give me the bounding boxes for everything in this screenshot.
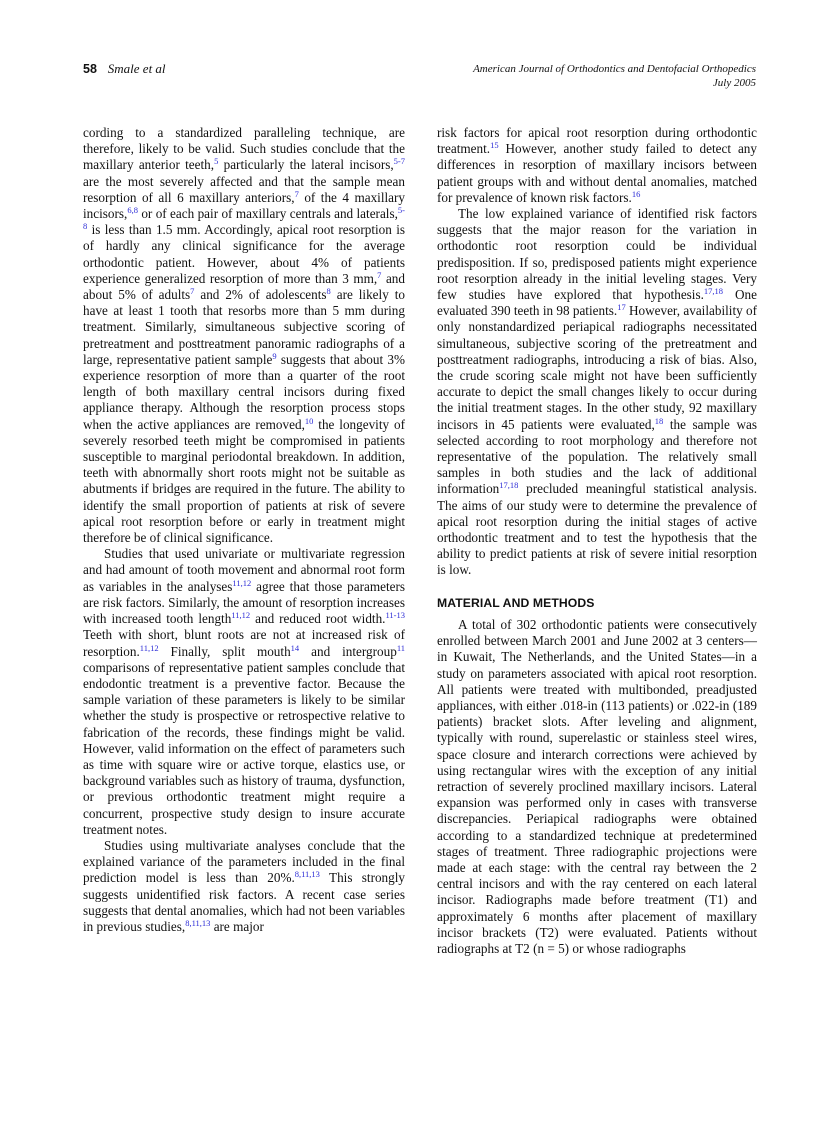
reference-link[interactable]: 9 <box>272 350 277 361</box>
reference-link[interactable]: 11,12 <box>232 577 252 588</box>
paragraph: The low explained variance of identified risk factors suggests that the major reason for the variation in orthodontic root resorption could be individual predisposition. If so, predisposed patients might experience root resorption already in the initial leveling stages. Very few studies have explored that hypothesis.$^{17,18}$ One evaluated 390 teeth in 98 patients.$^{17}$ However, availability of only nonstandardized periapical radiographs necessitated simultaneous, subjective scoring of the pretreatment and posttreatment radiographs, introducing a risk of bias. Also, the crude scoring scale might not have been sufficiently accurate to depict the small changes likely to occur during the initial treatment stages. In the other study, 92 maxillary incisors in 45 patients were evaluated,$^{18}$ the sample was selected according to root morphology and therefore not representative of the population. The relatively small samples in both studies and the lack of additional information$^{17,18}$ precluded meaningful statistical analysis. The aims of our study were to determine the prevalence of apical root resorption during the initial stages of active orthodontic treatment and to test the hypothesis that the ability to predict patients at risk of severe initial resorption is low. <box>437 206 757 578</box>
paragraph: Studies using multivariate analyses conclude that the explained variance of the parameters included in the final prediction model is less than 20%.$^{8,11,13}$ This strongly suggests unidentified risk factors. A recent case series suggests that dental anomalies, which had not been variables in previous studies,$^{8,11,13}$ are major <box>83 837 405 934</box>
reference-link[interactable]: 18 <box>654 415 664 426</box>
reference-link[interactable]: 8,11,13 <box>294 869 320 880</box>
section-heading-methods: MATERIAL AND METHODS <box>437 595 595 610</box>
paragraph: risk factors for apical root resorption during orthodontic treatment.$^{15}$ However, another study failed to detect any differences in resorption of maxillary incisors between patient groups with and without dental anomalies, matched for prevalence of known risk factors.$^{16}$ <box>437 125 757 205</box>
right-paragraphs-methods <box>437 617 757 957</box>
issue-date: July 2005 <box>712 77 756 89</box>
page-number: 58 <box>83 62 97 76</box>
running-head <box>83 61 756 95</box>
right-paragraphs-intro <box>437 125 757 579</box>
reference-link[interactable]: 7 <box>294 188 299 199</box>
running-head-left <box>83 61 166 77</box>
reference-link[interactable]: 5-7 <box>393 156 405 167</box>
reference-link[interactable]: 7 <box>190 286 195 297</box>
running-head-right <box>473 62 756 90</box>
reference-link[interactable]: 17,18 <box>499 480 519 491</box>
left-paragraphs <box>83 125 405 935</box>
reference-link[interactable]: 11,12 <box>139 642 159 653</box>
right-column <box>437 125 757 957</box>
reference-link[interactable]: 17,18 <box>703 286 724 297</box>
reference-link[interactable]: 5 <box>214 156 219 167</box>
reference-link[interactable]: 11 <box>396 642 405 653</box>
reference-link[interactable]: 7 <box>377 269 382 280</box>
reference-link[interactable]: 10 <box>304 415 314 426</box>
running-head-authors: Smale et al <box>107 61 166 76</box>
reference-link[interactable]: 6,8 <box>127 205 138 216</box>
journal-title: American Journal of Orthodontics and Dentofacial Orthopedics <box>473 63 756 75</box>
reference-link[interactable]: 17 <box>617 302 626 313</box>
reference-link[interactable]: 15 <box>490 140 499 151</box>
reference-link[interactable]: 8 <box>326 286 331 297</box>
paragraph: cording to a standardized paralleling technique, are therefore, likely to be valid. Such studies conclude that the maxillary anterior teeth,$^5$ particularly the lateral incisors,$^{5-7}$ are the most severely affected and that the sample mean resorption of all 6 maxillary anteriors,$^7$ of the 4 maxillary incisors,$^{6,8}$ or of each pair of maxillary centrals and laterals,$^{5-8}$ is less than 1.5 mm. Accordingly, apical root resorption is of hardly any clinical significance for the average orthodontic patient. However, about 4% of patients experience generalized resorption of more than 3 mm,$^7$ and about 5% of adults$^7$ and 2% of adolescents$^8$ are likely to have at least 1 tooth that resorbs more than 5 mm during treatment. Similarly, simultaneous subjective scoring of pretreatment and posttreatment panoramic radiographs of a large, representative patient sample$^9$ suggests that about 3% experience resorption of more than a quarter of the root length of both maxillary central incisors during fixed appliance therapy. Although the resorption process stops when the active appliances are removed,$^{10}$ the longevity of severely resorbed teeth might be compromised in patients susceptible to marginal periodontal breakdown. In addition, teeth with abnormally short roots might not be suitable as abutments if bridges are required in the future. The ability to identify the small proportion of patients at risk of severe apical root resorption before or early in treatment might therefore be of clinical significance. <box>83 125 406 546</box>
reference-link[interactable]: 14 <box>290 642 300 653</box>
reference-link[interactable]: 5-8 <box>83 205 405 232</box>
reference-link[interactable]: 11,12 <box>231 610 251 621</box>
reference-link[interactable]: 16 <box>631 188 641 199</box>
left-column <box>83 125 405 935</box>
reference-link[interactable]: 8,11,13 <box>185 917 211 928</box>
paragraph: Studies that used univariate or multivariate regression and had amount of tooth movement and abnormal root form as variables in the analyses$^{11,12}$ agree that those parameters are risk factors. Similarly, the amount of resorption increases with increased tooth length$^{11,12}$ and reduced root width.$^{11-13}$ Teeth with short, blunt roots are not at increased risk of resorption.$^{11,12}$ Finally, split mouth$^{14}$ and intergroup$^{11}$ comparisons of representative patient samples conclude that endodontic treatment is a preventive factor. Because the sample variation of these parameters is likely to be similar whether the study is prospective or retrospective relative to fabrication of the records, these findings might be valid. However, valid information on the effect of parameters such as time with square wire or active torque, elastics use, or background variables such as history of trauma, dysfunction, or previous orthodontic treatment might require a concurrent, prospective study design to insure accurate treatment notes. <box>83 546 405 837</box>
paragraph: A total of 302 orthodontic patients were consecutively enrolled between March 2001 and June 2002 at 3 centers—in Kuwait, The Netherlands, and the United States—in a study on parameters associated with apical root resorption. All patients were treated with multibonded, preadjusted appliances, with either .018-in (113 patients) or .022-in (189 patients) bracket slots. After leveling and alignment, typically with round, superelastic or stainless steel wires, space closure and interarch corrections were achieved by using rectangular wires with the exception of any initial retraction of severely proclined maxillary incisors. Lateral expansion was performed only in cases with transverse discrepancies. Periapical radiographs were obtained according to a standardized technique at predetermined stages of treatment. Three radiographic projections were made at each stage: with the central ray between the 2 central incisors and with the ray centered on each lateral incisor. Radiographs made before treatment (T1) and approximately 6 months after placement of maxillary incisor brackets (T2) were evaluated. Patients without radiographs at T2 (n = 5) or whose radiographs <box>437 616 757 956</box>
reference-link[interactable]: 11-13 <box>385 610 405 621</box>
